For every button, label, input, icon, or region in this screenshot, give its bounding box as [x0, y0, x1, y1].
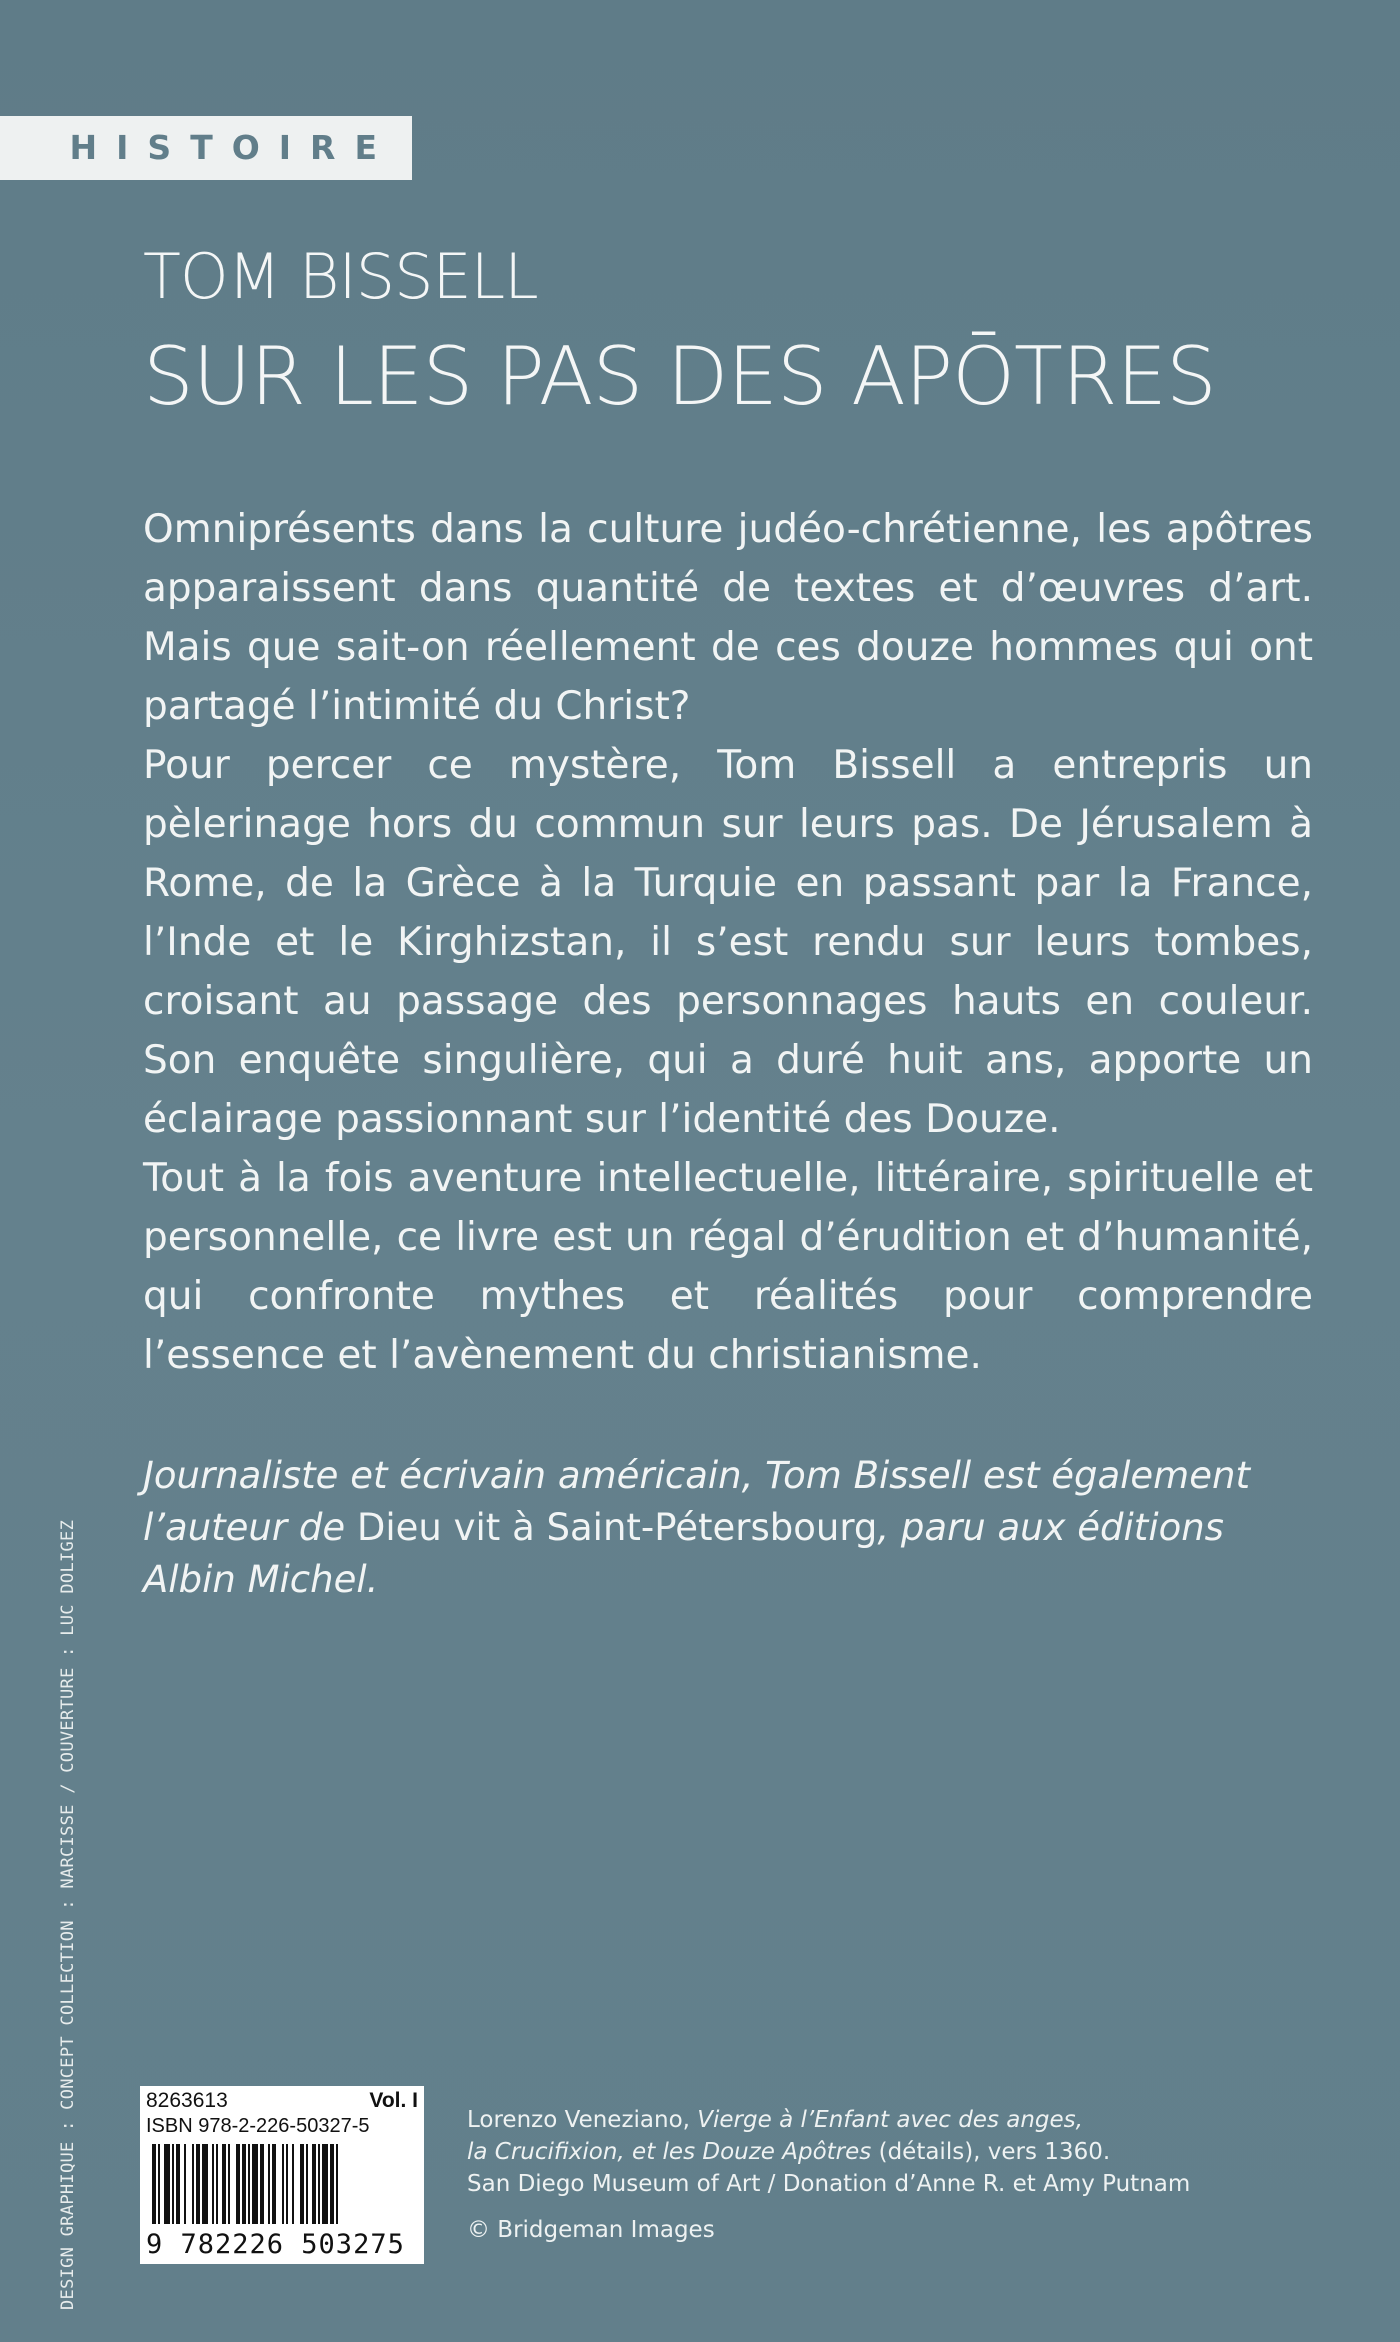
collection-tag: HISTOIRE	[0, 116, 412, 180]
barcode-bar	[202, 2144, 208, 2224]
barcode-bar	[228, 2144, 230, 2224]
bio-book-title: Dieu vit à Saint-Pétersbourg	[356, 1506, 878, 1549]
author-bio	[143, 1450, 1313, 1606]
synopsis-paragraph: Pour percer ce mystère, Tom Bissell a entrepris un pèlerinage hors du commun sur leurs pas. De Jérusalem à Rome, de la Grèce à la Turquie en passant par la France, l’Inde et le Kirghizstan, il s’est rendu sur leurs tombes, croisant au passage des personnages hauts en couleur. Son enquête singulière, qui a duré huit ans, apporte un éclairage passionnant sur l’identité des Douze.	[143, 743, 1313, 1142]
barcode-bar	[292, 2144, 294, 2224]
barcode-bar	[272, 2144, 276, 2224]
barcode-bar	[252, 2144, 258, 2224]
barcode-bar	[268, 2144, 270, 2224]
barcode-bar	[306, 2144, 308, 2224]
barcode-bar	[196, 2144, 200, 2224]
barcode-icon	[140, 2142, 424, 2228]
ean-number: 9 782226 503275	[146, 2229, 405, 2260]
credit-work: la Crucifixion, et les Douze Apôtres	[467, 2139, 872, 2165]
credit-details: (détails), vers 1360.	[871, 2139, 1111, 2165]
image-credit	[467, 2104, 1327, 2246]
barcode-bar	[236, 2144, 240, 2224]
barcode-bar	[222, 2144, 226, 2224]
barcode-label	[140, 2086, 424, 2264]
barcode-bar	[300, 2144, 304, 2224]
barcode-bar	[176, 2144, 180, 2224]
product-code: 8263613	[146, 2089, 228, 2112]
barcode-bar	[184, 2144, 186, 2224]
isbn: ISBN 978-2-226-50327-5	[146, 2115, 370, 2137]
author-name: TOM BISSELL	[143, 240, 538, 313]
barcode-bar	[216, 2144, 218, 2224]
copyright: © Bridgeman Images	[467, 2217, 715, 2243]
credit-work: Vierge à l’Enfant avec des anges,	[697, 2107, 1083, 2133]
barcode-bar	[282, 2144, 284, 2224]
barcode-bar	[248, 2144, 250, 2224]
design-credit: DESIGN GRAPHIQUE : CONCEPT COLLECTION : NARCISSE / COUVERTURE : LUC DOLIGEZ	[58, 1519, 78, 2310]
barcode-bar	[158, 2144, 160, 2224]
credit-artist: Lorenzo Veneziano,	[467, 2107, 698, 2133]
barcode-bar	[164, 2144, 170, 2224]
barcode-bar	[286, 2144, 288, 2224]
barcode-bar	[260, 2144, 264, 2224]
barcode-bar	[330, 2144, 334, 2224]
barcode-bar	[152, 2144, 156, 2224]
credit-line	[467, 2136, 1327, 2168]
synopsis	[143, 500, 1313, 1385]
barcode-bar	[312, 2144, 316, 2224]
barcode-bar	[192, 2144, 194, 2224]
barcode-bar	[318, 2144, 320, 2224]
synopsis-paragraph: Omniprésents dans la culture judéo-chrétienne, les apôtres apparaissent dans quantité de textes et d’œuvres d’art. Mais que sait-on réellement de ces douze hommes qui ont partagé l’intimité du Christ?	[143, 507, 1313, 729]
credit-line	[467, 2104, 1327, 2136]
barcode-bar	[242, 2144, 246, 2224]
barcode-bar	[212, 2144, 214, 2224]
credit-line: San Diego Museum of Art / Donation d’Anne R. et Amy Putnam	[467, 2171, 1191, 2197]
synopsis-paragraph: Tout à la fois aventure intellectuelle, littéraire, spirituelle et personnelle, ce livre est un régal d’érudition et d’humanité, qui confronte mythes et réalités pour comprendre l’essence et l’avènement du christianisme.	[143, 1156, 1313, 1378]
book-title: SUR LES PAS DES APŌTRES	[143, 330, 1216, 423]
bio-text: , paru aux éditions Albin Michel.	[143, 1506, 1224, 1601]
barcode-bar	[336, 2144, 338, 2224]
bio-text: Journaliste et écrivain américain, Tom Bissell est également l’auteur de	[143, 1454, 1250, 1549]
barcode-bar	[172, 2144, 174, 2224]
barcode-bar	[322, 2144, 328, 2224]
volume-label: Vol. I	[369, 2089, 418, 2112]
